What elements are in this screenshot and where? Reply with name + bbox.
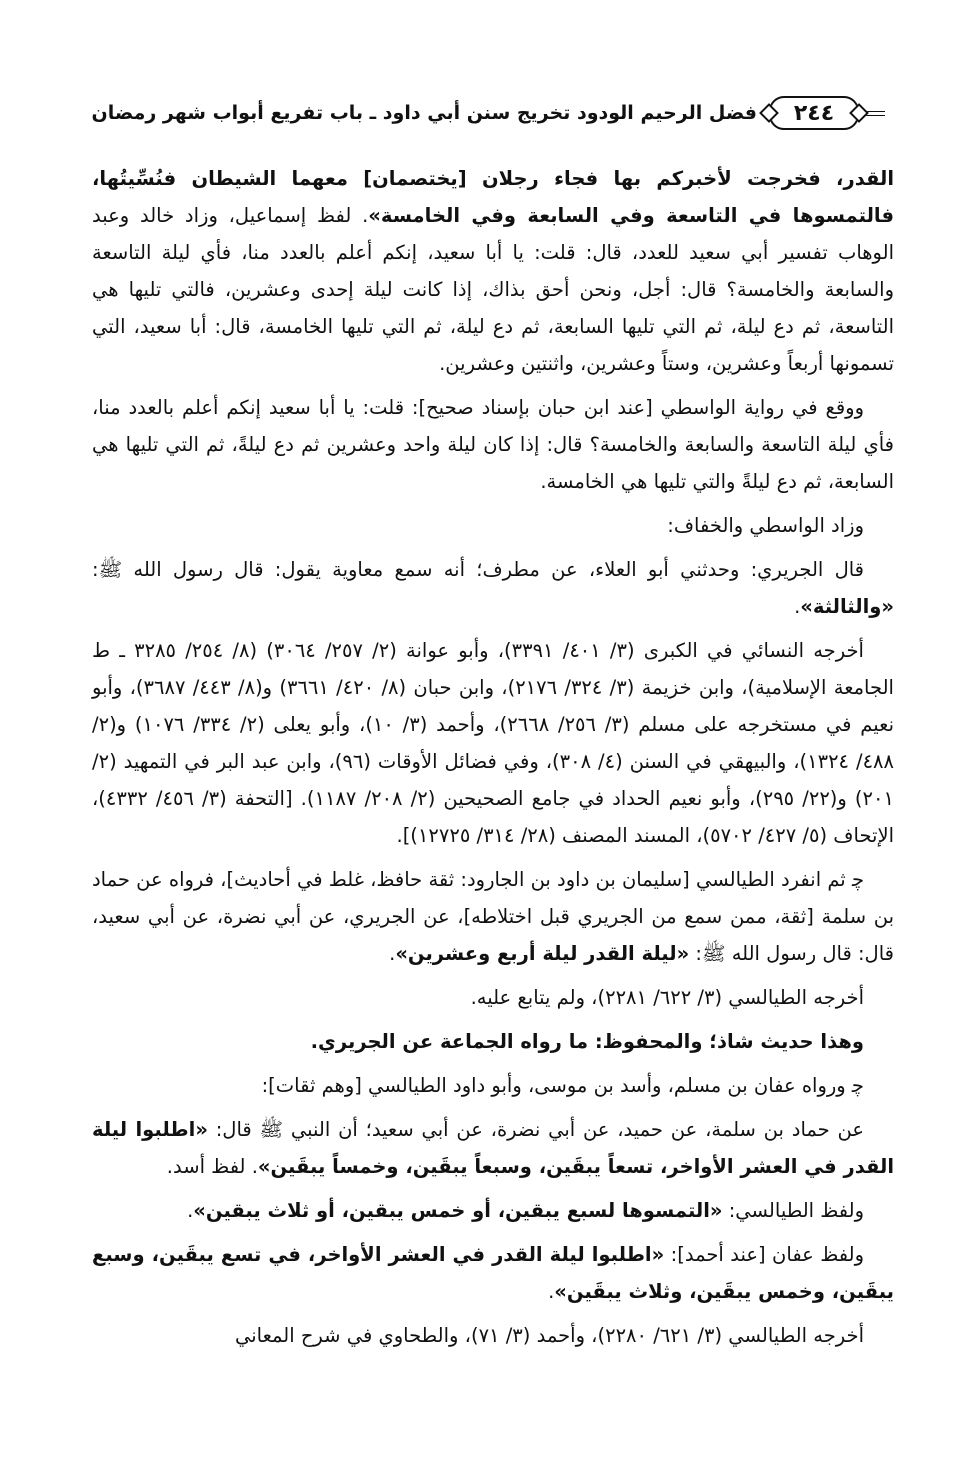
text-run: ثم انفرد الطيالسي [سليمان بن داود بن الجارود: ثقة حافظ، غلط في أحاديث]، فرواه عن حماد بن سلمة [ثقة، ممن سمع من الجريري قبل اختلاطه]، عن الجريري، عن أبي نضرة، عن أبي سعيد، قال: قال رسول الله ﷺ:: [92, 868, 894, 965]
paragraph: [92, 507, 894, 544]
text-run: .: [548, 1280, 555, 1303]
text-run: وزاد الواسطي والخفاف:: [667, 514, 864, 537]
paragraph: [92, 1192, 894, 1229]
text-run: ﭼ: [845, 1074, 864, 1097]
paragraph: [92, 632, 894, 854]
bold-text: «اطلبوا ليلة القدر في العشر الأواخر، في تسع يبقَين، وسبع يبقَين، وخمس يبقَين، وثلاث يبقَين»: [92, 1243, 894, 1303]
page-number: ٢٤٤: [769, 96, 859, 130]
paragraph: [92, 861, 894, 972]
paragraph: [92, 160, 894, 382]
page-header: [91, 88, 895, 138]
bold-text: «والثالثة»: [800, 595, 894, 618]
page-number-ornament: [769, 96, 895, 130]
paragraph: [92, 389, 894, 500]
text-run: ورواه عفان بن مسلم، وأسد بن موسى، وأبو داود الطيالسي [وهم ثقات]:: [261, 1074, 846, 1097]
text-run: قال الجريري: وحدثني أبو العلاء، عن مطرف؛ أنه سمع معاوية يقول: قال رسول الله ﷺ:: [92, 558, 864, 581]
bold-text: «اطلبوا ليلة القدر في العشر الأواخر، تسعاً يبقَين، وسبعاً يبقَين، وخمساً يبقَين»: [92, 1118, 894, 1178]
bold-text: «التمسوها لسبع يبقين، أو خمس يبقين، أو ثلاث يبقين»: [193, 1199, 723, 1222]
paragraph: [92, 551, 894, 625]
text-run: ولفظ عفان [عند أحمد]:: [664, 1243, 864, 1266]
bold-text: «ليلة القدر ليلة أربع وعشرين»: [395, 942, 690, 965]
paragraph: [92, 979, 894, 1016]
paragraph: [92, 1067, 894, 1104]
paragraph: [92, 1111, 894, 1185]
text-run: .: [794, 595, 801, 618]
text-run: . لفظ أسد.: [166, 1155, 258, 1178]
text-run: ﭼ: [845, 868, 864, 891]
text-run: أخرجه النسائي في الكبرى (٣/ ٤٠١/ ٣٣٩١)، وأبو عوانة (٢/ ٢٥٧/ ٣٠٦٤) (٨/ ٢٥٤/ ٣٢٨٥ ـ ط الجامعة الإسلامية)، وابن خزيمة (٣/ ٣٢٤/ ٢١٧٦)، وابن حبان (٨/ ٤٢٠/ ٣٦٦١) و(٨/ ٤٤٣/ ٣٦٨٧)، وأبو نعيم في مستخرجه على مسلم (٣/ ٢٥٦/ ٢٦٦٨)، وأحمد (٣/ ١٠)، وأبو يعلى (٢/ ٣٣٤/ ١٠٧٦) و(٢/ ٤٨٨/ ١٣٢٤)، والبيهقي في السنن (٤/ ٣٠٨)، وفي فضائل الأوقات (٩٦)، وابن عبد البر في التمهيد (٢/ ٢٠١) و(٢٢/ ٢٩٥)، وأبو نعيم الحداد في جامع الصحيحين (٢/ ٢٠٨/ ١١٨٧). [التحفة (٣/ ٤٥٦/ ٤٣٣٢)، الإتحاف (٥/ ٤٢٧/ ٥٧٠٢)، المسند المصنف (٢٨/ ٣١٤/ ١٢٧٢٥)].: [92, 639, 894, 847]
text-run: ولفظ الطيالسي:: [722, 1199, 864, 1222]
paragraph: [92, 1317, 894, 1354]
text-run: عن حماد بن سلمة، عن حميد، عن أبي نضرة، عن أبي سعيد؛ أن النبي ﷺ قال:: [207, 1118, 864, 1141]
bold-text: وهذا حديث شاذ؛ والمحفوظ: ما رواه الجماعة عن الجريري.: [310, 1030, 864, 1053]
body-text: [92, 160, 894, 1361]
running-title: فضل الرحيم الودود تخريج سنن أبي داود ـ باب تفريع أبواب شهر رمضان: [91, 102, 757, 124]
text-run: أخرجه الطيالسي (٣/ ٦٢٢/ ٢٢٨١)، ولم يتابع عليه.: [470, 986, 864, 1009]
paragraph: [92, 1236, 894, 1310]
text-run: أخرجه الطيالسي (٣/ ٦٢١/ ٢٢٨٠)، وأحمد (٣/ ٧١)، والطحاوي في شرح المعاني: [234, 1324, 864, 1347]
text-run: .: [389, 942, 396, 965]
text-run: .: [187, 1199, 194, 1222]
paragraph: [92, 1023, 894, 1060]
text-run: . لفظ إسماعيل، وزاد خالد وعبد الوهاب تفسير أبي سعيد للعدد، قال: قلت: يا أبا سعيد، إنكم أعلم بالعدد منا، فأي ليلة التاسعة والسابعة والخامسة؟ قال: أجل، ونحن أحق بذاك، إذا كانت ليلة إحدى وعشرين، فالتي تليها هي التاسعة، ثم دع ليلة، ثم التي تليها السابعة، ثم دع ليلة، ثم التي تليها الخامسة، قال: أبا سعيد، التي تسمونها أربعاً وعشرين، وستاً وعشرين، واثنتين وعشرين.: [92, 204, 894, 375]
text-run: ووقع في رواية الواسطي [عند ابن حبان بإسناد صحيح]: قلت: يا أبا سعيد إنكم أعلم بالعدد منا، فأي ليلة التاسعة والسابعة والخامسة؟ قال: إذا كان ليلة واحد وعشرين ثم دع ليلةً، ثم التي تليها هي السابعة، ثم دع ليلةً والتي تليها هي الخامسة.: [92, 396, 894, 493]
bold-text: القدر، فخرجت لأخبركم بها فجاء رجلان [يختصمان] معهما الشيطان فنُسِّيتُها، فالتمسوها في التاسعة وفي السابعة وفي الخامسة»: [92, 167, 894, 227]
